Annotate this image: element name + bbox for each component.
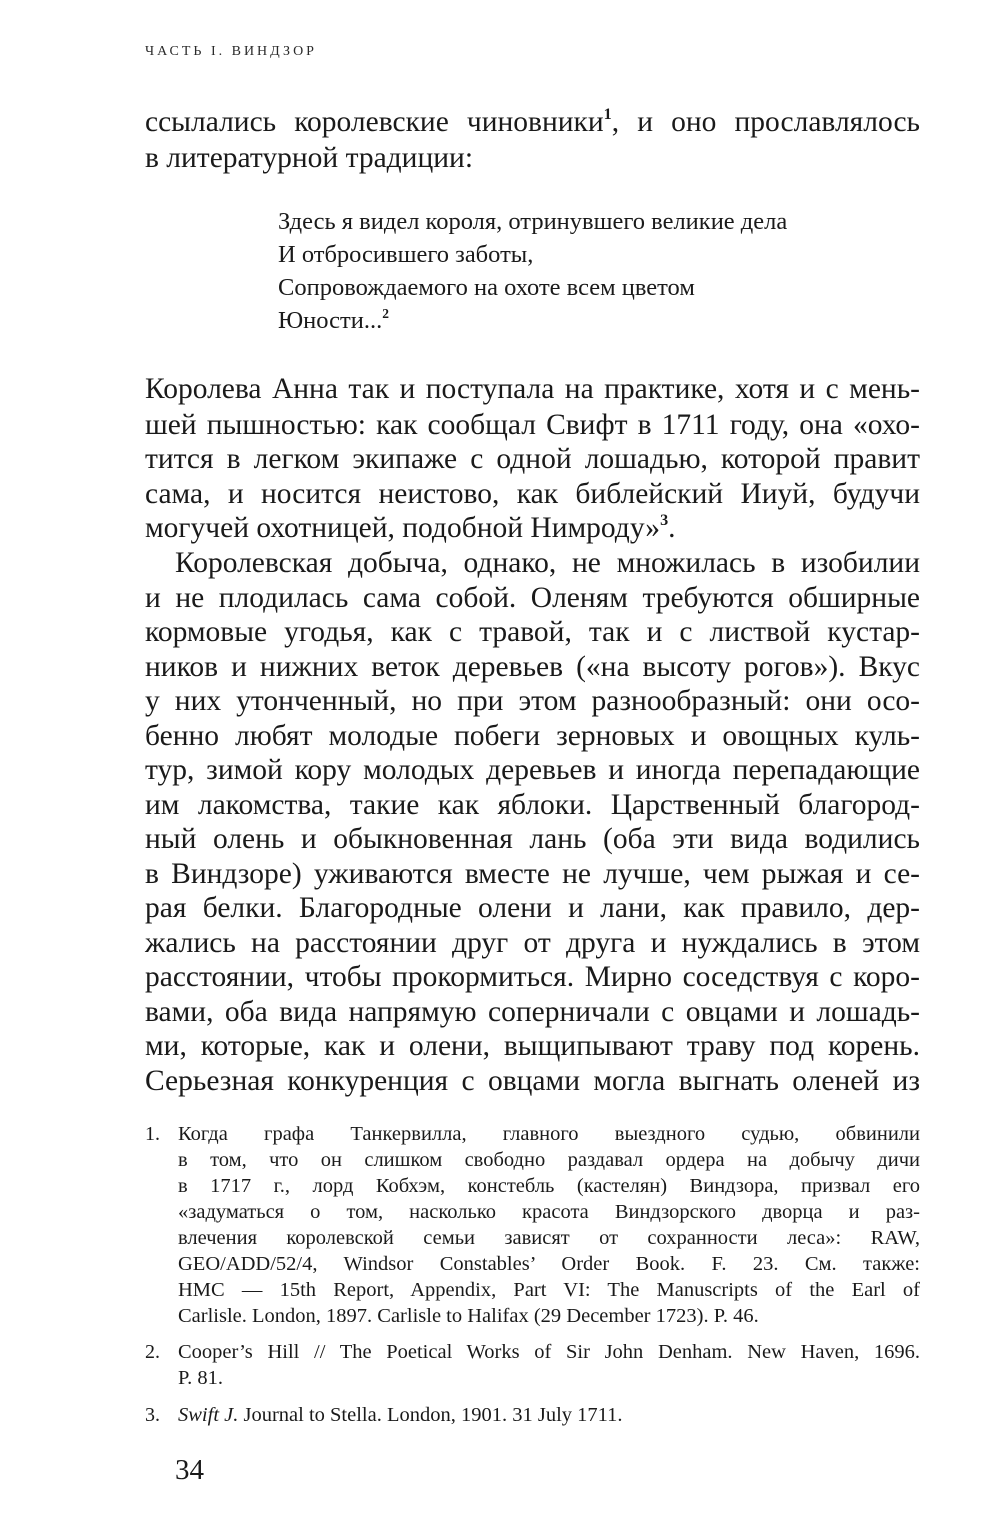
footnote-number: 2. — [145, 1341, 160, 1363]
footnote-line: влечения королевской семьи зависят от сохранности леса»: RAW, — [178, 1227, 920, 1249]
footnote-ref[interactable]: 2 — [382, 305, 389, 321]
verse-line: Сопровождаемого на охоте всем цветом — [278, 274, 695, 301]
verse-line: Юности...$^2$ — [278, 305, 389, 334]
footnote-line: Swift J. Journal to Stella. London, 1901. 31 July 1711. — [178, 1404, 623, 1426]
paragraph-line: Королева Анна так и поступала на практике, хотя и с мень- — [145, 373, 920, 405]
paragraph-line: могучей охотницей, подобной Нимроду»$^3$. — [145, 510, 676, 544]
footnote-line: Carlisle. London, 1897. Carlisle to Halifax (29 December 1723). P. 46. — [178, 1305, 759, 1327]
paragraph-line: жались на расстоянии друг от друга и нуждались в этом — [145, 927, 920, 959]
running-head: ЧАСТЬ I. ВИНДЗОР — [145, 44, 317, 59]
verse-line: И отбросившего заботы, — [278, 241, 534, 268]
intro-line: ссылались королевские чиновники$^1$, и оно прославлялось — [145, 104, 920, 138]
paragraph-line: шей пышностью: как сообщал Свифт в 1711 году, она «охо- — [145, 409, 920, 441]
footnote-line: P. 81. — [178, 1367, 224, 1389]
footnote-line: Cooper’s Hill // The Poetical Works of Sir John Denham. New Haven, 1696. — [178, 1341, 920, 1363]
footnote-author: Swift J. — [178, 1404, 239, 1426]
paragraph-line: ный олень и обыкновенная лань (оба эти вида водились — [145, 823, 920, 855]
paragraph-line: ми, которые, как и олени, выщипывают траву под корень. — [145, 1030, 920, 1062]
paragraph-line: тится в легком экипаже с одной лошадью, которой правит — [145, 443, 920, 475]
footnote-line: HMC — 15th Report, Appendix, Part VI: The Manuscripts of the Earl of — [178, 1279, 920, 1301]
footnote-ref[interactable]: 3 — [660, 510, 669, 529]
paragraph-line: Королевская добыча, однако, не множилась в изобилии — [175, 547, 920, 579]
paragraph-line: тур, зимой кору молодых деревьев и иногда перепадающие — [145, 754, 920, 786]
paragraph-line: ников и нижних веток деревьев («на высоту рогов»). Вкус — [145, 651, 920, 683]
footnote-line: «задуматься о том, насколько красота Виндзорского дворца и раз- — [178, 1201, 920, 1223]
paragraph-line: у них утонченный, но при этом разнообразный: они осо- — [145, 685, 920, 717]
footnote-ref[interactable]: 1 — [603, 104, 612, 123]
paragraph-line: Серьезная конкуренция с овцами могла выгнать оленей из — [145, 1065, 920, 1097]
paragraph-line: расстоянии, чтобы прокормиться. Мирно соседствуя с коро- — [145, 961, 920, 993]
paragraph-line: кормовые угодья, как с травой, так и с листвой кустар- — [145, 616, 920, 648]
paragraph-line: им лакомства, такие как яблоки. Царственный благород- — [145, 789, 920, 821]
intro-line: в литературной традиции: — [145, 142, 474, 174]
footnote-line: GEO/ADD/52/4, Windsor Constables’ Order Book. F. 23. См. также: — [178, 1253, 920, 1275]
paragraph-line: в Виндзоре) уживаются вместе не лучше, чем рыжая и се- — [145, 858, 920, 890]
footnote-line: в 1717 г., лорд Кобхэм, констебль (кастелян) Виндзора, призвал его — [178, 1175, 920, 1197]
paragraph-line: и не плодилась сама собой. Оленям требуются обширные — [145, 582, 920, 614]
footnote-number: 3. — [145, 1404, 160, 1426]
paragraph-line: вами, оба вида напрямую соперничали с овцами и лошадь- — [145, 996, 920, 1028]
paragraph-line: бенно любят молодые побеги зерновых и овощных куль- — [145, 720, 920, 752]
footnote-number: 1. — [145, 1123, 160, 1145]
footnote-line: Когда графа Танкервилла, главного выездного судью, обвинили — [178, 1123, 920, 1145]
footnote-line: в том, что он слишком свободно раздавал ордера на добычу дичи — [178, 1149, 920, 1171]
paragraph-line: сама, и носится неистово, как библейский Ииуй, будучи — [145, 478, 920, 510]
paragraph-line: рая белки. Благородные олени и лани, как правило, дер- — [145, 892, 920, 924]
page-number: 34 — [175, 1454, 204, 1486]
verse-line: Здесь я видел короля, отринувшего великие дела — [278, 208, 788, 235]
